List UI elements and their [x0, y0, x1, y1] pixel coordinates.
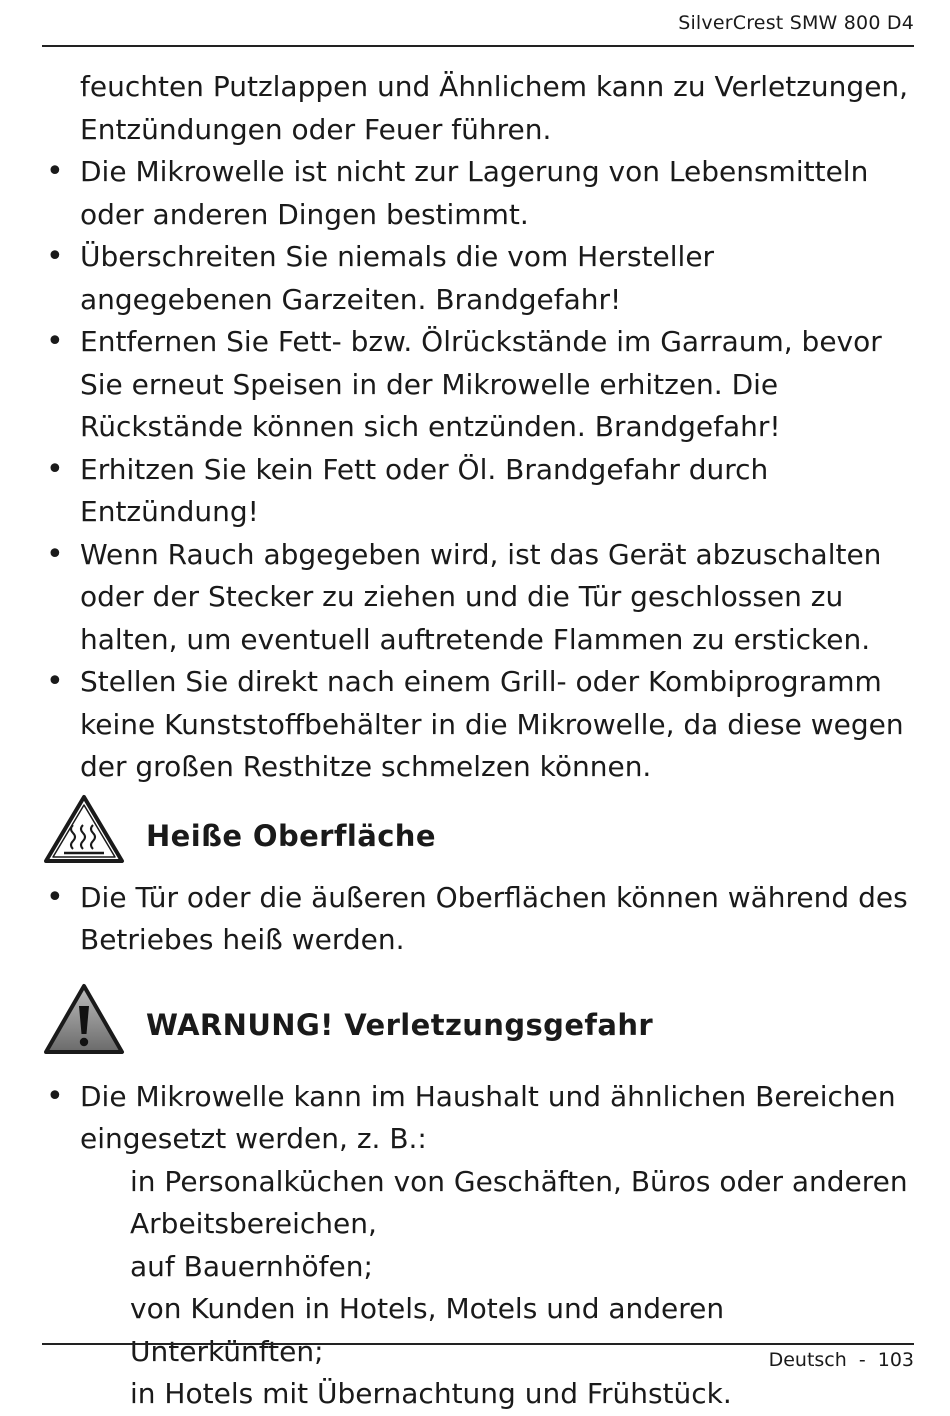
- list-item: von Kunden in Hotels, Motels und anderen Unterkünften;: [130, 1292, 725, 1368]
- list-item: • Die Mikrowelle kann im Haushalt und ähnlichen Bereichen eingesetzt werden, z. B.:: [42, 1076, 914, 1161]
- footer-separator: -: [858, 1349, 866, 1371]
- list-item: • Entfernen Sie Fett- bzw. Ölrückstände im Garraum, bevor Sie erneut Speisen in der Mikrowelle erhitzen. Die Rückstände können sich entzünden. Brandgefahr!: [42, 321, 914, 449]
- list-item: • Erhitzen Sie kein Fett oder Öl. Brandgefahr durch Entzündung!: [42, 449, 914, 534]
- list-item: • Stellen Sie direkt nach einem Grill- oder Kombiprogramm keine Kunststoffbehälter in die Mikrowelle, da diese wegen der großen Resthitze schmelzen können.: [42, 661, 914, 789]
- section-heading-text: WARNUNG! Verletzungsgefahr: [146, 1007, 654, 1042]
- page-footer: [769, 1349, 914, 1371]
- list-item: • Wenn Rauch abgegeben wird, ist das Gerät abzuschalten oder der Stecker zu ziehen und die Tür geschlossen zu halten, um eventuell auftretende Flammen zu ersticken.: [42, 534, 914, 662]
- hot-surface-heading: [42, 793, 914, 877]
- list-item: • Überschreiten Sie niemals die vom Hersteller angegebenen Garzeiten. Brandgefahr!: [42, 236, 914, 321]
- section-heading-text: Heiße Oberfläche: [146, 818, 436, 853]
- list-item: in Personalküchen von Geschäften, Büros oder anderen Arbeitsbereichen,: [130, 1164, 908, 1240]
- main-content: [42, 66, 914, 1416]
- list-item: in Hotels mit Übernachtung und Frühstück.: [130, 1377, 732, 1410]
- injury-warning-heading: [42, 982, 914, 1076]
- list-item: auf Bauernhöfen;: [130, 1249, 373, 1283]
- list-item: • Die Mikrowelle ist nicht zur Lagerung von Lebensmitteln oder anderen Dingen bestimmt.: [42, 151, 914, 236]
- hot-surface-list: [42, 877, 914, 962]
- page-number: 103: [877, 1349, 914, 1371]
- list-item: • Die Tür oder die äußeren Oberflächen können während des Betriebes heiß werden.: [42, 877, 914, 962]
- footer-language: Deutsch: [768, 1349, 847, 1371]
- exclamation-warning-icon: [42, 982, 126, 1058]
- header-title: SilverCrest SMW 800 D4: [678, 12, 914, 34]
- injury-list: [42, 1076, 914, 1161]
- usage-areas-list: [42, 1161, 914, 1416]
- intro-paragraph: feuchten Putzlappen und Ähnlichem kann zu Verletzungen, Entzündungen oder Feuer führen.: [80, 70, 909, 146]
- footer-rule: [42, 1343, 914, 1345]
- header-rule: [42, 45, 914, 47]
- fire-safety-list: [42, 151, 914, 789]
- hot-surface-warning-icon: [42, 793, 126, 865]
